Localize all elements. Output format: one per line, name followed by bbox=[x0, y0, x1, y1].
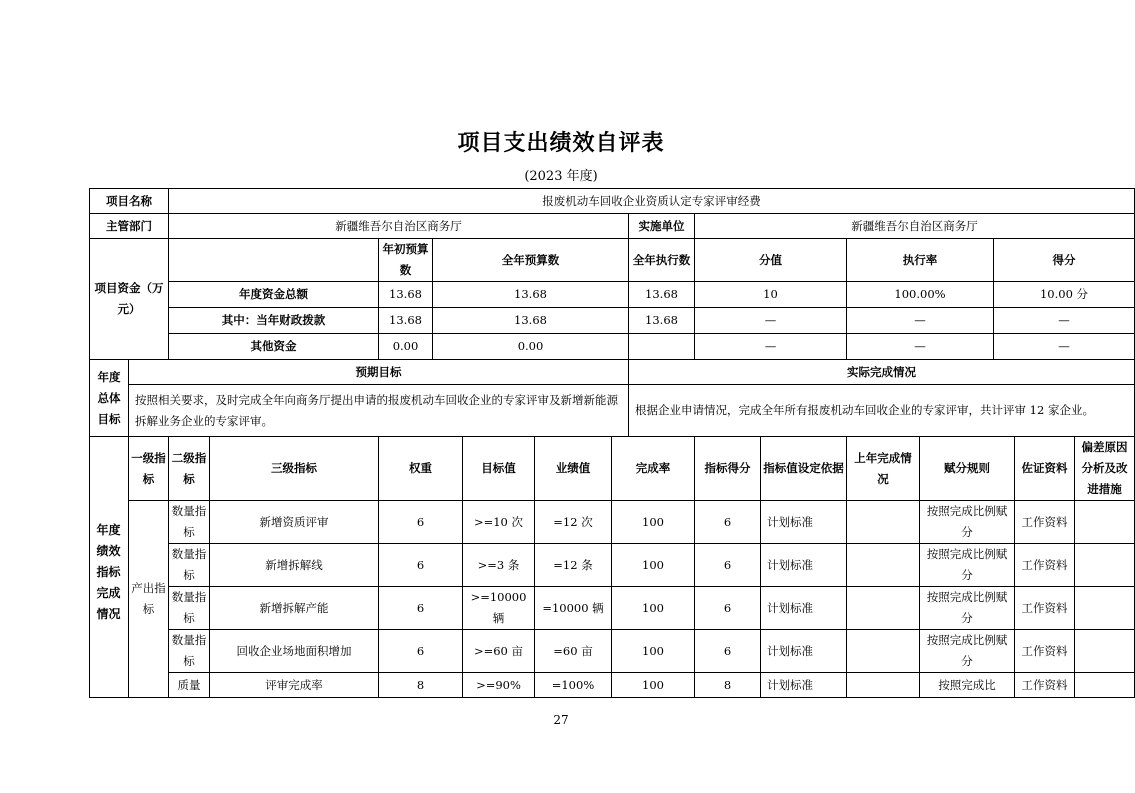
year-subtitle: (2023 年度) bbox=[524, 169, 598, 184]
fund-row-label: 年度资金总额 bbox=[169, 282, 379, 308]
annual-budget-header: 全年预算数 bbox=[433, 239, 629, 282]
project-name-value: 报废机动车回收企业资质认定专家评审经费 bbox=[169, 189, 1135, 214]
evidence-header: 佐证资料 bbox=[1015, 437, 1075, 501]
indicator-row: 质量 评审完成率 8 >=90% =100% 100 8 计划标准 按照完成比 工作资料 bbox=[90, 673, 1135, 698]
l3-header: 三级指标 bbox=[210, 437, 379, 501]
l1-header: 一级指标 bbox=[129, 437, 169, 501]
l1-value: 产出指标 bbox=[129, 501, 169, 698]
basis-header: 指标值设定依据 bbox=[761, 437, 847, 501]
overall-goal-label: 年度总体目标 bbox=[90, 360, 129, 437]
fund-row-label: 其中：当年财政拨款 bbox=[169, 308, 379, 334]
self-evaluation-table bbox=[89, 188, 1135, 698]
l2-header: 二级指标 bbox=[169, 437, 210, 501]
weight-header: 权重 bbox=[379, 437, 463, 501]
indicator-row: 产出指标 数量指标 新增资质评审 6 >=10 次 =12 次 100 6 计划标准 按照完成比例赋分 工作资料 bbox=[90, 501, 1135, 544]
dept-value: 新疆维吾尔自治区商务厅 bbox=[169, 214, 629, 239]
initial-budget-header: 年初预算数 bbox=[379, 239, 433, 282]
rule-header: 赋分规则 bbox=[920, 437, 1015, 501]
deviation-header: 偏差原因分析及改进措施 bbox=[1075, 437, 1135, 501]
expected-goal-text: 按照相关要求，及时完成全年向商务厅提出申请的报废机动车回收企业的专家评审及新增新能源拆解业务企业的专家评审。 bbox=[129, 385, 629, 437]
impl-value: 新疆维吾尔自治区商务厅 bbox=[695, 214, 1135, 239]
indicator-score-header: 指标得分 bbox=[695, 437, 761, 501]
indicator-row: 数量指标 新增拆解线 6 >=3 条 =12 条 100 6 计划标准 按照完成比例赋分 工作资料 bbox=[90, 544, 1135, 587]
actual-header: 业绩值 bbox=[535, 437, 612, 501]
actual-completion-text: 根据企业申请情况，完成全年所有报废机动车回收企业的专家评审，共计评审 12 家企业。 bbox=[629, 385, 1135, 437]
exec-rate-header: 执行率 bbox=[847, 239, 994, 282]
executed-header: 全年执行数 bbox=[629, 239, 695, 282]
funds-label: 项目资金（万元） bbox=[90, 239, 169, 360]
page-number: 27 bbox=[553, 713, 569, 727]
dept-label: 主管部门 bbox=[90, 214, 169, 239]
indicator-row: 数量指标 回收企业场地面积增加 6 >=60 亩 =60 亩 100 6 计划标准 按照完成比例赋分 工作资料 bbox=[90, 630, 1135, 673]
indicator-row: 数量指标 新增拆解产能 6 >=10000 辆 =10000 辆 100 6 计划标准 按照完成比例赋分 工作资料 bbox=[90, 587, 1135, 630]
score-header: 得分 bbox=[994, 239, 1135, 282]
last-year-header: 上年完成情况 bbox=[847, 437, 920, 501]
page-title: 项目支出绩效自评表 bbox=[457, 131, 665, 156]
project-name-label: 项目名称 bbox=[90, 189, 169, 214]
target-header: 目标值 bbox=[463, 437, 535, 501]
fund-row: 其他资金 0.00 0.00 — — — bbox=[90, 334, 1135, 360]
impl-label: 实施单位 bbox=[629, 214, 695, 239]
rate-header: 完成率 bbox=[612, 437, 695, 501]
score-value-header: 分值 bbox=[695, 239, 847, 282]
actual-completion-header: 实际完成情况 bbox=[629, 360, 1135, 385]
fund-row: 其中：当年财政拨款 13.68 13.68 13.68 — — — bbox=[90, 308, 1135, 334]
fund-row-label: 其他资金 bbox=[169, 334, 379, 360]
expected-goal-header: 预期目标 bbox=[129, 360, 629, 385]
fund-row: 年度资金总额 13.68 13.68 13.68 10 100.00% 10.00 分 bbox=[90, 282, 1135, 308]
perf-label: 年度绩效指标完成情况 bbox=[96, 523, 121, 621]
